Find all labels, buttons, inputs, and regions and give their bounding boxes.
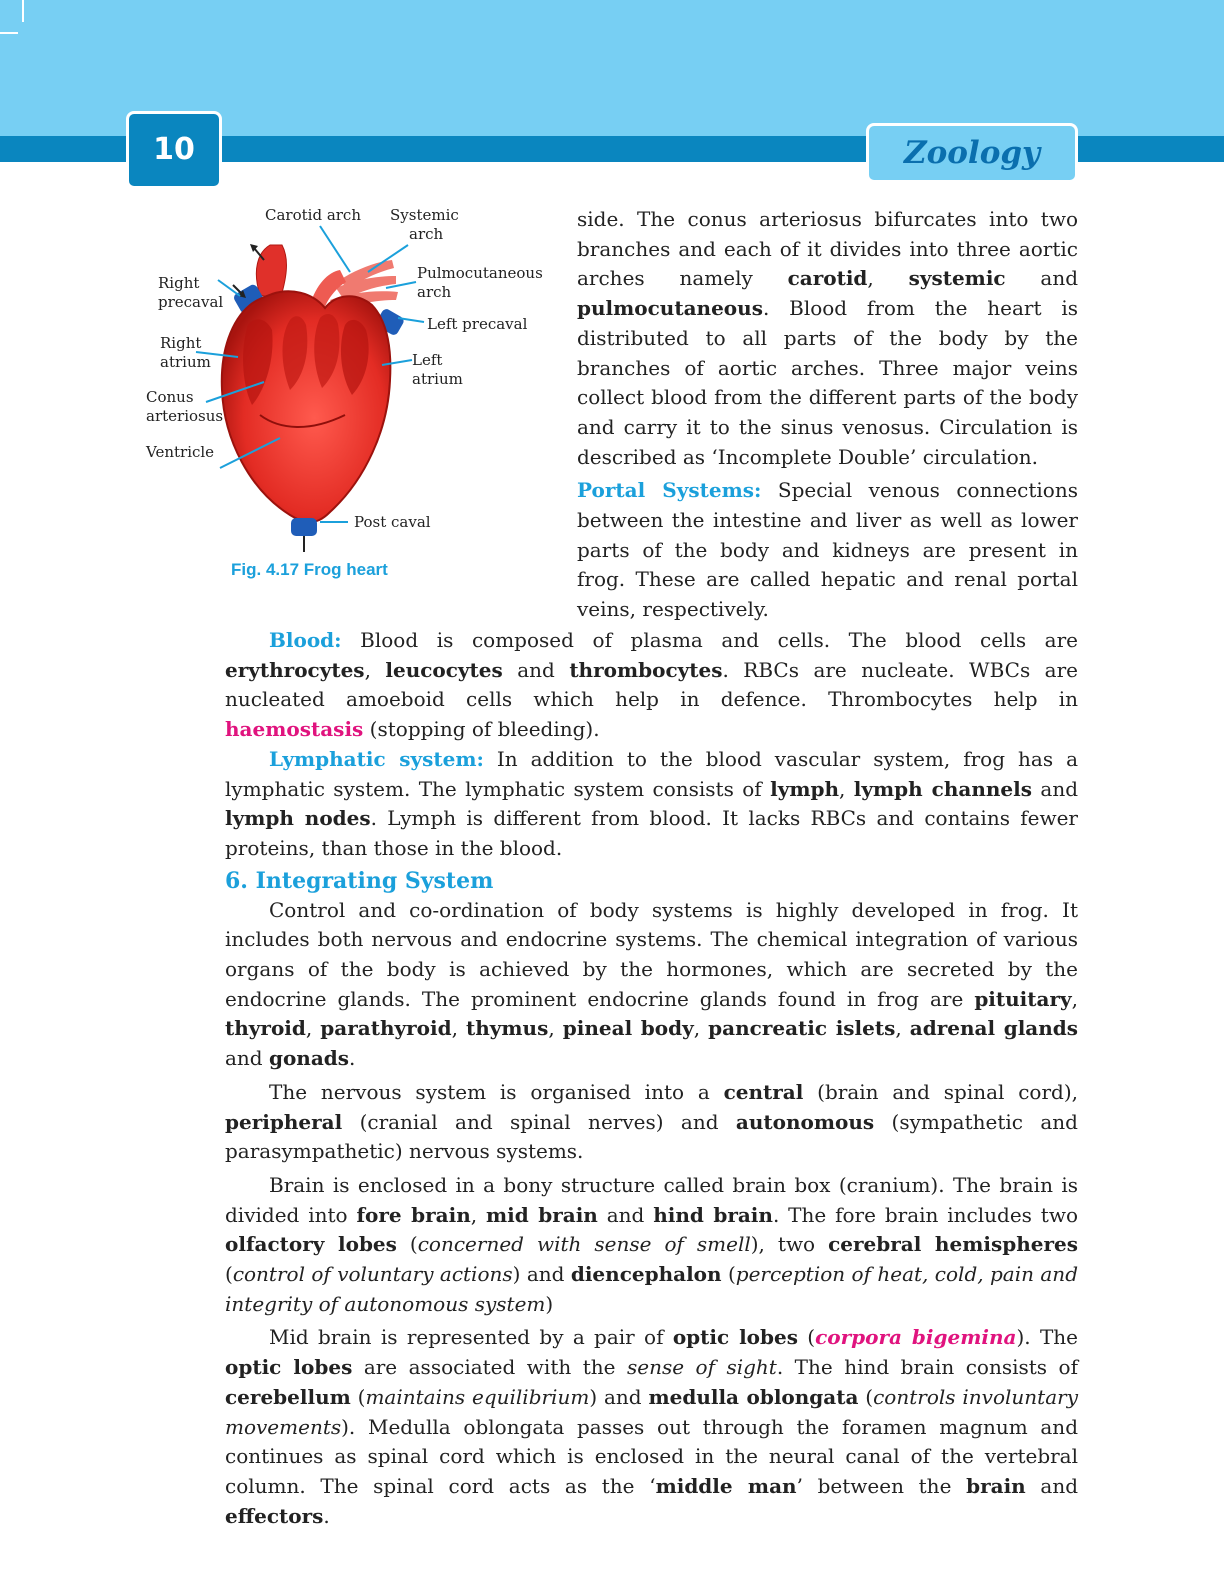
paragraph-endocrine: Control and co-ordination of body systems is highly developed in frog. It includes both nervous and endocrine systems. The chemical integration of various organs of the body is achieved by the hormones, which are secreted by the endocrine glands. The prominent endocrine glands found in frog are pituitary, thyroid, parathyroid, thymus, pineal body, pancreatic islets, adrenal glands and gonads. [225, 897, 1079, 1071]
portal-systems-heading: Portal Systems: [577, 478, 762, 503]
label-left-atrium: Left [412, 351, 443, 369]
label-carotid-arch: Carotid arch [265, 206, 361, 224]
subject-title: Zoology [866, 123, 1078, 183]
frog-heart-figure [140, 200, 570, 600]
label-right-atrium: Right [160, 334, 202, 352]
right-column-text [577, 205, 1078, 625]
paragraph-aortic-arches: side. The conus arteriosus bifurcates into two branches and each of it divides into three aortic arches namely carotid, systemic and pulmocutaneous. Blood from the heart is distributed to all parts of the body by the branches of aortic arches. Three major veins collect blood from the different parts of the body and carry it to the sinus venosus. Circulation is described as ‘Incomplete Double’ circulation. [577, 207, 1079, 469]
section-heading-integrating-system: 6. Integrating System [225, 867, 494, 894]
label-pulmocutaneous-arch: Pulmocutaneous [417, 264, 543, 282]
label-pulmocutaneous-arch-2: arch [417, 283, 452, 301]
main-text [225, 626, 1078, 1531]
frog-heart-illustration [140, 200, 570, 600]
label-conus-arteriosus: Conus [146, 388, 194, 406]
paragraph-mid-hind-brain: Mid brain is represented by a pair of optic lobes (corpora bigemina). The optic lobes are associated with the sense of sight. The hind brain consists of cerebellum (maintains equilibrium) and medulla oblongata (controls involuntary movements). Medulla oblongata passes out through the foramen magnum and continues as spinal cord which is enclosed in the neural canal of the vertebral column. The spinal cord acts as the ‘middle man’ between the brain and effectors. [225, 1325, 1079, 1528]
label-systemic-arch: Systemic [390, 206, 459, 224]
paragraph-portal-systems: Portal Systems: Special venous connections between the intestine and liver as well as lower parts of the body and kidneys are present in frog. These are called hepatic and renal portal veins, respectively. [577, 478, 1078, 622]
paragraph-lymphatic: Lymphatic system: In addition to the blood vascular system, frog has a lymphatic system. The lymphatic system consists of lymph, lymph channels and lymph nodes. Lymph is different from blood. It lacks RBCs and contains fewer proteins, than those in the blood. [225, 746, 1078, 860]
label-post-caval: Post caval [354, 513, 431, 531]
label-ventricle: Ventricle [146, 443, 215, 461]
label-left-precaval: Left precaval [427, 315, 528, 333]
label-systemic-arch-2: arch [409, 225, 444, 243]
paragraph-brain: Brain is enclosed in a bony structure called brain box (cranium). The brain is divided into fore brain, mid brain and hind brain. The fore brain includes two olfactory lobes (concerned with sense of smell), two cerebral hemispheres (control of voluntary actions) and diencephalon (perception of heat, cold, pain and integrity of autonomous system) [225, 1172, 1078, 1316]
label-right-atrium-2: atrium [160, 353, 211, 371]
label-right-precaval-2: precaval [158, 293, 224, 311]
page-number: 10 [126, 111, 222, 189]
crop-mark [0, 32, 18, 34]
figure-caption: Fig. 4.17 Frog heart [231, 560, 388, 579]
blood-heading: Blood: [269, 628, 342, 652]
label-right-precaval: Right [158, 274, 200, 292]
paragraph-nervous-system: The nervous system is organised into a central (brain and spinal cord), peripheral (cranial and spinal nerves) and autonomous (sympathetic and parasympathetic) nervous systems. [225, 1079, 1078, 1164]
crop-mark [22, 0, 24, 22]
paragraph-blood: Blood: Blood is composed of plasma and cells. The blood cells are erythrocytes, leucocytes and thrombocytes. RBCs are nucleate. WBCs are nucleated amoeboid cells which help in defence. Thrombocytes help in haemostasis (stopping of bleeding). [225, 628, 1078, 742]
lymphatic-heading: Lymphatic system: [269, 746, 484, 771]
label-conus-arteriosus-2: arteriosus [146, 407, 224, 425]
label-left-atrium-2: atrium [412, 370, 463, 388]
